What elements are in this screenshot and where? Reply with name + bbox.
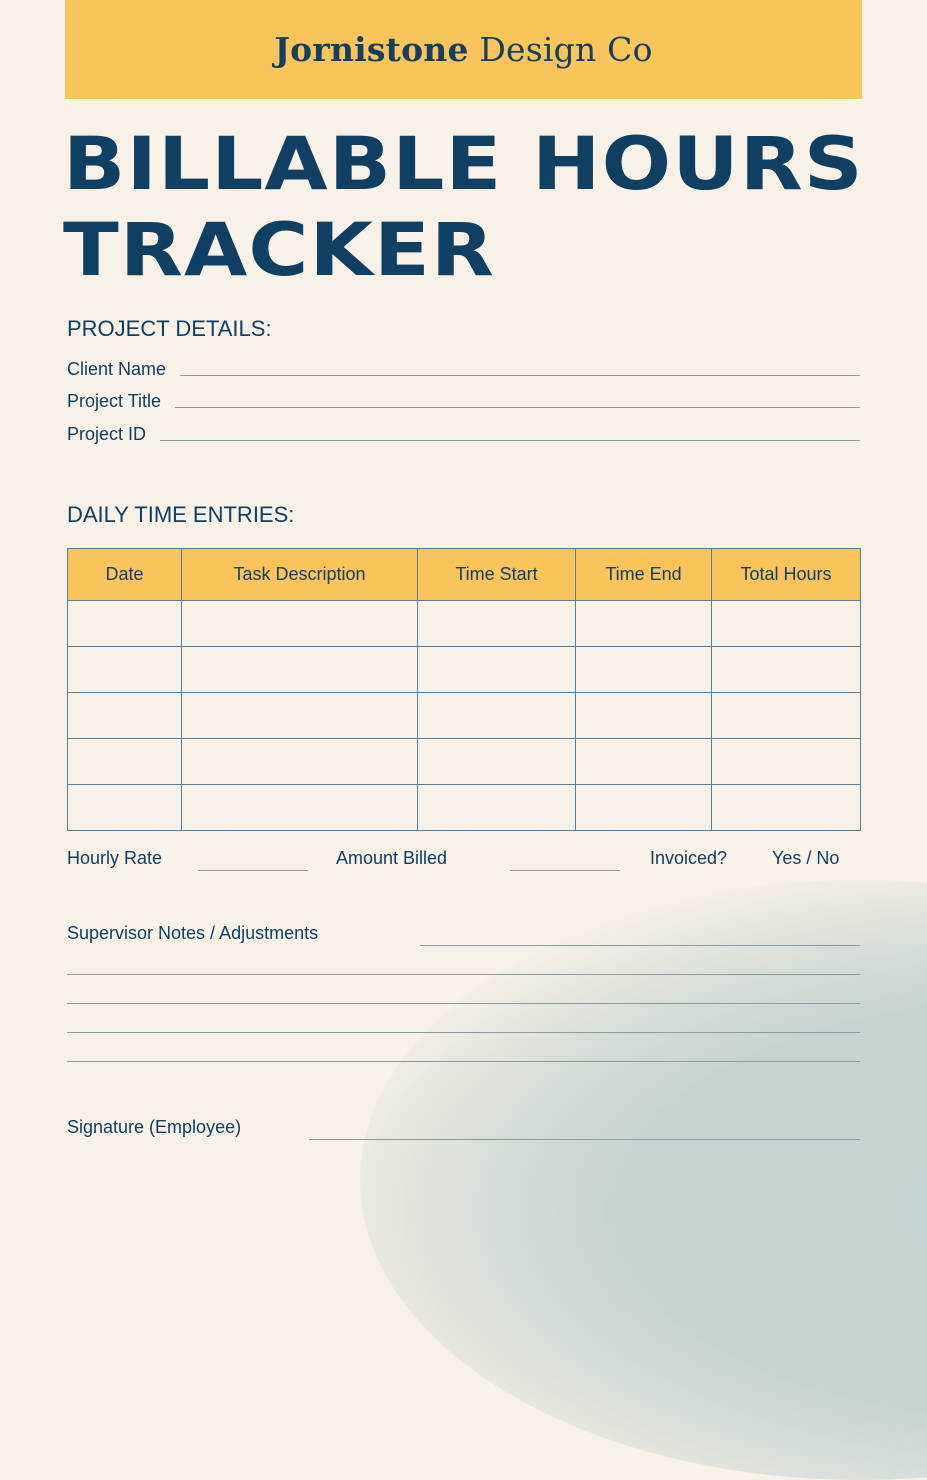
table-row [68, 647, 861, 693]
table-cell[interactable] [712, 739, 861, 785]
background-decoration [360, 880, 927, 1480]
project-title-line[interactable] [175, 407, 860, 408]
invoiced-yes-no-option[interactable]: Yes / No [772, 848, 840, 868]
table-cell[interactable] [418, 647, 576, 693]
invoiced-label: Invoiced? [650, 848, 728, 868]
table-cell[interactable] [712, 601, 861, 647]
project-title-field[interactable] [67, 391, 860, 412]
amount-billed-label: Amount Billed [336, 848, 448, 868]
notes-line[interactable] [67, 1003, 860, 1004]
notes-line[interactable] [67, 1061, 860, 1062]
table-cell[interactable] [182, 785, 418, 831]
supervisor-notes-line[interactable] [420, 945, 860, 946]
table-cell[interactable] [182, 647, 418, 693]
table-cell[interactable] [418, 739, 576, 785]
page-title [63, 122, 864, 294]
table-cell[interactable] [712, 693, 861, 739]
column-header-time-start: Time Start [418, 549, 576, 601]
table-cell[interactable] [418, 785, 576, 831]
daily-time-entries-heading: DAILY TIME ENTRIES: [67, 502, 295, 527]
table-cell[interactable] [576, 785, 712, 831]
table-cell[interactable] [712, 647, 861, 693]
project-title-label: Project Title [67, 391, 162, 411]
supervisor-notes-label: Supervisor Notes / Adjustments [67, 923, 319, 943]
column-header-task-description: Task Description [182, 549, 418, 601]
project-id-label: Project ID [67, 424, 147, 444]
company-name-bold: Jornistone [274, 30, 469, 69]
table-cell[interactable] [68, 693, 182, 739]
table-row [68, 785, 861, 831]
project-details-heading: PROJECT DETAILS: [67, 316, 272, 341]
title-line-1: BILLABLE HOURS [63, 122, 864, 207]
table-cell[interactable] [576, 647, 712, 693]
amount-billed-line[interactable] [510, 870, 620, 871]
table-row [68, 693, 861, 739]
table-cell[interactable] [418, 693, 576, 739]
table-cell[interactable] [68, 739, 182, 785]
client-name-line[interactable] [180, 375, 860, 376]
notes-line[interactable] [67, 974, 860, 975]
table-cell[interactable] [68, 601, 182, 647]
hourly-rate-label: Hourly Rate [67, 848, 163, 868]
hourly-rate-line[interactable] [198, 870, 308, 871]
column-header-time-end: Time End [576, 549, 712, 601]
time-entries-table [67, 548, 861, 831]
table-cell[interactable] [182, 601, 418, 647]
table-row [68, 739, 861, 785]
table-cell[interactable] [68, 785, 182, 831]
client-name-label: Client Name [67, 359, 167, 379]
column-header-total-hours: Total Hours [712, 549, 861, 601]
table-row [68, 601, 861, 647]
column-header-date: Date [68, 549, 182, 601]
project-id-field[interactable] [67, 424, 860, 445]
signature-label: Signature (Employee) [67, 1117, 242, 1137]
title-line-2: TRACKER [63, 208, 496, 293]
table-cell[interactable] [576, 601, 712, 647]
table-cell[interactable] [68, 647, 182, 693]
client-name-field[interactable] [67, 359, 860, 380]
table-cell[interactable] [576, 693, 712, 739]
company-name-rest: Design Co [468, 30, 653, 69]
notes-line[interactable] [67, 1032, 860, 1033]
table-cell[interactable] [712, 785, 861, 831]
table-cell[interactable] [418, 601, 576, 647]
table-cell[interactable] [576, 739, 712, 785]
table-cell[interactable] [182, 739, 418, 785]
table-header-row [68, 549, 861, 601]
signature-line[interactable] [309, 1139, 860, 1140]
company-name [274, 30, 652, 69]
project-id-line[interactable] [160, 440, 860, 441]
header-banner [65, 0, 862, 99]
table-cell[interactable] [182, 693, 418, 739]
